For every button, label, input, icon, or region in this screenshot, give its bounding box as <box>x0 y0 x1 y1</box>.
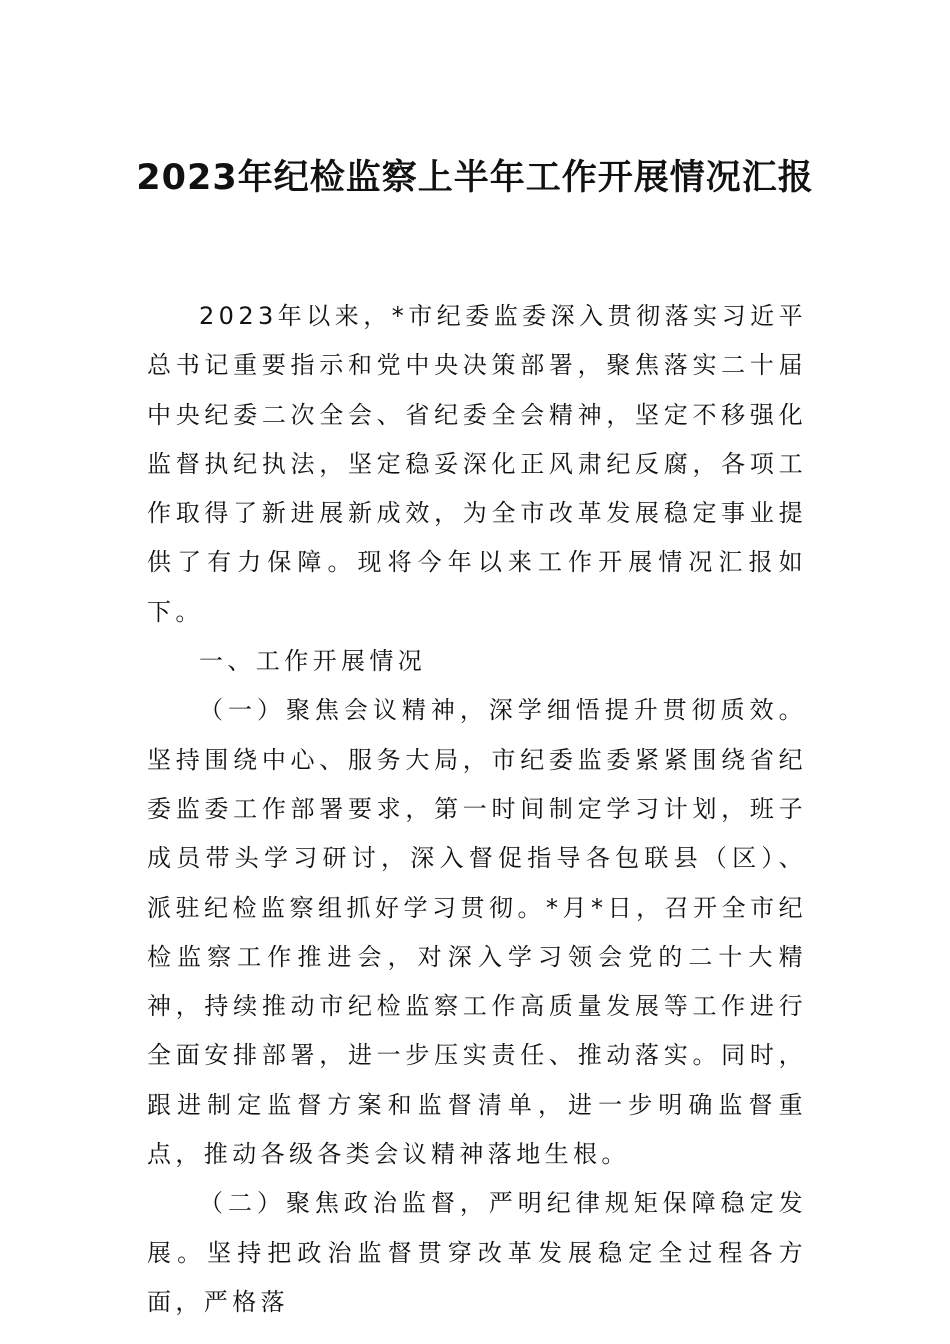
intro-paragraph: 2023年以来，*市纪委监委深入贯彻落实习近平总书记重要指示和党中央决策部署，聚焦落实二十届中央纪委二次全会、省纪委全会精神，坚定不移强化监督执纪执法，坚定稳妥深化正风肃纪反腐，各项工作取得了新进展新成效，为全市改革发展稳定事业提供了有力保障。现将今年以来工作开展情况汇报如下。 <box>147 302 807 626</box>
document-title: 2023年纪检监察上半年工作开展情况汇报 <box>136 158 814 198</box>
document-body <box>147 292 807 1327</box>
subsection-paragraph-2: （二）聚焦政治监督，严明纪律规矩保障稳定发展。坚持把政治监督贯穿改革发展稳定全过程各方面，严格落 <box>147 1189 807 1316</box>
section-heading: 一、工作开展情况 <box>199 647 427 676</box>
subsection-paragraph-1: （一）聚焦会议精神，深学细悟提升贯彻质效。坚持围绕中心、服务大局，市纪委监委紧紧围绕省纪委监委工作部署要求，第一时间制定学习计划，班子成员带头学习研讨，深入督促指导各包联县（区）、派驻纪检监察组抓好学习贯彻。*月*日，召开全市纪检监察工作推进会，对深入学习领会党的二十大精神，持续推动市纪检监察工作高质量发展等工作进行全面安排部署，进一步压实责任、推动落实。同时，跟进制定监督方案和监督清单，进一步明确监督重点，推动各级各类会议精神落地生根。 <box>147 696 807 1169</box>
